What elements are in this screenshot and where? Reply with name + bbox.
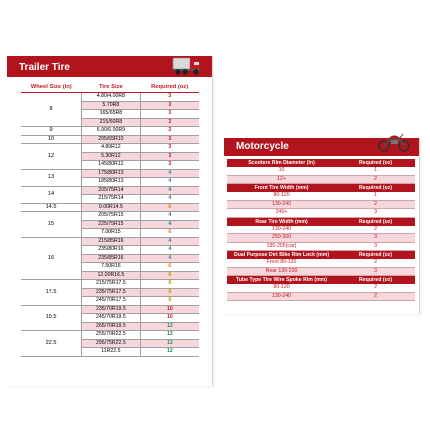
section-col2-header: Required (oz) bbox=[336, 217, 415, 226]
table-row bbox=[21, 93, 199, 102]
header-wheel-size: Wheel Size (in) bbox=[21, 83, 82, 93]
required-oz-cell: 12 bbox=[140, 331, 199, 340]
table-row bbox=[21, 280, 199, 289]
tire-size-cell: 215/75R17.5 bbox=[82, 280, 141, 289]
section-col1-header: Front Tire Width (mm) bbox=[227, 184, 336, 193]
tire-size-cell: 4.80/4.00R8 bbox=[82, 93, 141, 102]
size-cell: 130-240 bbox=[227, 292, 336, 301]
required-oz-cell: 12 bbox=[140, 322, 199, 331]
trailer-tire-panel bbox=[7, 56, 213, 386]
required-oz-cell: 3 bbox=[140, 118, 199, 127]
table-row bbox=[227, 167, 415, 175]
required-oz-cell: 2 bbox=[336, 226, 415, 234]
tire-size-cell: 6.90/6.00R9 bbox=[82, 127, 141, 136]
table-row bbox=[227, 192, 415, 200]
wheel-size-cell: 22.5 bbox=[21, 331, 82, 357]
trailer-tire-title: Trailer Tire bbox=[19, 62, 70, 73]
tire-size-cell: 4.80R12 bbox=[82, 144, 141, 153]
required-oz-cell: 3 bbox=[336, 234, 415, 243]
table-row bbox=[227, 175, 415, 184]
tire-size-cell: 265/70R19.5 bbox=[82, 322, 141, 331]
motorcycle-banner bbox=[224, 138, 419, 156]
required-oz-cell: 4 bbox=[140, 195, 199, 204]
tire-size-cell: 235/75R17.5 bbox=[82, 288, 141, 297]
section-col2-header: Required (oz) bbox=[336, 276, 415, 285]
motorcycle-table-body bbox=[227, 159, 415, 301]
table-row bbox=[21, 169, 199, 178]
tire-size-cell: 175/80R13 bbox=[82, 169, 141, 178]
tire-size-cell: 145/80R12 bbox=[82, 161, 141, 170]
size-cell: 10 bbox=[227, 167, 336, 175]
tire-size-cell: 165/65R8 bbox=[82, 110, 141, 119]
table-row bbox=[21, 331, 199, 340]
required-oz-cell: 3 bbox=[336, 209, 415, 218]
required-oz-cell: 4 bbox=[140, 246, 199, 255]
tire-size-cell: 255/70R22.5 bbox=[82, 331, 141, 340]
required-oz-cell: 3 bbox=[336, 267, 415, 276]
table-row bbox=[21, 127, 199, 136]
size-cell: 250-360 bbox=[227, 234, 336, 243]
tire-size-cell: 215/75R14 bbox=[82, 195, 141, 204]
tire-size-cell: 205/75R14 bbox=[82, 186, 141, 195]
required-oz-cell: 3 bbox=[140, 135, 199, 144]
wheel-size-cell: 14 bbox=[21, 186, 82, 203]
trailer-tire-table bbox=[21, 83, 199, 357]
required-oz-cell: 8 bbox=[140, 297, 199, 306]
motorcycle-icon bbox=[377, 130, 411, 152]
required-oz-cell: 4 bbox=[140, 237, 199, 246]
tire-size-cell: 5.30R12 bbox=[82, 152, 141, 161]
table-row bbox=[227, 259, 415, 267]
required-oz-cell: 12 bbox=[140, 339, 199, 348]
size-cell: Front 80-120 bbox=[227, 259, 336, 267]
tire-size-cell: 7.50R16 bbox=[82, 263, 141, 272]
section-header-row bbox=[227, 159, 415, 167]
required-oz-cell: 3 bbox=[140, 152, 199, 161]
header-required: Required (oz) bbox=[140, 83, 199, 93]
tire-size-cell: 295/75R22.5 bbox=[82, 339, 141, 348]
wheel-size-cell: 19.5 bbox=[21, 305, 82, 331]
required-oz-cell: 8 bbox=[140, 288, 199, 297]
required-oz-cell: 4 bbox=[140, 212, 199, 221]
wheel-size-cell: 15 bbox=[21, 212, 82, 238]
required-oz-cell: 10 bbox=[140, 314, 199, 323]
table-row bbox=[21, 186, 199, 195]
section-col2-header: Required (oz) bbox=[336, 251, 415, 260]
section-col1-header: Tube Type Tire Wire Spoke Rim (mm) bbox=[227, 276, 336, 285]
required-oz-cell: 3 bbox=[140, 101, 199, 110]
required-oz-cell: 4 bbox=[140, 169, 199, 178]
tire-size-cell: 205/75R15 bbox=[82, 212, 141, 221]
header-tire-size: Tire Size bbox=[82, 83, 141, 93]
required-oz-cell: 8 bbox=[140, 271, 199, 280]
section-col2-header: Required (oz) bbox=[336, 184, 415, 193]
required-oz-cell: 3 bbox=[140, 127, 199, 136]
tire-size-cell: 235/85R16 bbox=[82, 254, 141, 263]
tire-size-cell: 245/70R19.5 bbox=[82, 314, 141, 323]
required-oz-cell: 4 bbox=[140, 220, 199, 229]
size-cell: 12+ bbox=[227, 175, 336, 184]
size-cell: 80-120 bbox=[227, 284, 336, 292]
table-row bbox=[21, 203, 199, 212]
required-oz-cell: 2 bbox=[336, 284, 415, 292]
table-row bbox=[227, 226, 415, 234]
tire-size-cell: 185/80R13 bbox=[82, 178, 141, 187]
section-header-row bbox=[227, 217, 415, 226]
section-header-row bbox=[227, 276, 415, 285]
required-oz-cell: 3 bbox=[140, 161, 199, 170]
required-oz-cell: 1 bbox=[336, 167, 415, 175]
trailer-tire-banner bbox=[7, 56, 212, 77]
tire-size-cell: 12.00R16.5 bbox=[82, 271, 141, 280]
wheel-size-cell: 10 bbox=[21, 135, 82, 144]
required-oz-cell: 8 bbox=[140, 280, 199, 289]
wheel-size-cell: 9 bbox=[21, 127, 82, 136]
table-row bbox=[227, 242, 415, 251]
required-oz-cell: 10 bbox=[140, 305, 199, 314]
table-row bbox=[227, 292, 415, 301]
required-oz-cell: 4 bbox=[140, 254, 199, 263]
tire-size-cell: 215/85R16 bbox=[82, 237, 141, 246]
table-row bbox=[21, 237, 199, 246]
wheel-size-cell: 13 bbox=[21, 169, 82, 186]
section-col2-header: Required (oz) bbox=[336, 159, 415, 167]
tire-size-cell: 9.00R14.5 bbox=[82, 203, 141, 212]
wheel-size-cell: 12 bbox=[21, 144, 82, 170]
size-cell: 130-240 bbox=[227, 200, 336, 209]
table-row bbox=[227, 267, 415, 276]
motorcycle-table bbox=[227, 159, 415, 301]
size-cell: 240+ bbox=[227, 209, 336, 218]
required-oz-cell: 6 bbox=[140, 263, 199, 272]
tire-size-cell: 225/75R15 bbox=[82, 220, 141, 229]
wheel-size-cell: 8 bbox=[21, 93, 82, 127]
wheel-size-cell: 16 bbox=[21, 237, 82, 280]
tire-size-cell: 215/60R8 bbox=[82, 118, 141, 127]
section-col1-header: Scooters Rim Diameter (in) bbox=[227, 159, 336, 167]
table-row bbox=[21, 305, 199, 314]
size-cell: 80-120 bbox=[227, 192, 336, 200]
section-col1-header: Dual Purpose Dirt Bike Rim Lock (mm) bbox=[227, 251, 336, 260]
required-oz-cell: 4 bbox=[140, 186, 199, 195]
required-oz-cell: 3 bbox=[140, 93, 199, 102]
required-oz-cell: 2 bbox=[336, 175, 415, 184]
required-oz-cell: 12 bbox=[140, 348, 199, 357]
table-row bbox=[227, 209, 415, 218]
tire-size-cell: 235/80R16 bbox=[82, 246, 141, 255]
required-oz-cell: 4 bbox=[140, 178, 199, 187]
required-oz-cell: 3 bbox=[336, 242, 415, 251]
trailer-header-row bbox=[21, 83, 199, 93]
required-oz-cell: 1 bbox=[336, 192, 415, 200]
tire-size-cell: 235/70R19.5 bbox=[82, 305, 141, 314]
trailer-table-body bbox=[21, 93, 199, 357]
wheel-size-cell: 17.5 bbox=[21, 280, 82, 306]
required-oz-cell: 3 bbox=[140, 110, 199, 119]
table-row bbox=[21, 212, 199, 221]
table-row bbox=[227, 284, 415, 292]
tire-size-cell: 245/70R17.5 bbox=[82, 297, 141, 306]
required-oz-cell: 2 bbox=[336, 200, 415, 209]
size-cell: 130-240 bbox=[227, 226, 336, 234]
wheel-size-cell: 14.5 bbox=[21, 203, 82, 212]
required-oz-cell: 6 bbox=[140, 229, 199, 238]
size-cell: Rear 130-230 bbox=[227, 267, 336, 276]
tire-size-cell: 205/65R10 bbox=[82, 135, 141, 144]
required-oz-cell: 2 bbox=[336, 259, 415, 267]
section-header-row bbox=[227, 251, 415, 260]
tire-size-cell: 7.00R15 bbox=[82, 229, 141, 238]
required-oz-cell: 2 bbox=[336, 292, 415, 301]
section-header-row bbox=[227, 184, 415, 193]
table-row bbox=[21, 135, 199, 144]
motorcycle-title: Motorcycle bbox=[236, 141, 289, 152]
size-cell: 195-205(car) bbox=[227, 242, 336, 251]
tire-size-cell: 11R22.5 bbox=[82, 348, 141, 357]
table-row bbox=[227, 200, 415, 209]
truck-icon bbox=[172, 55, 204, 77]
section-col1-header: Rear Tire Width (mm) bbox=[227, 217, 336, 226]
tire-size-cell: 5.70R8 bbox=[82, 101, 141, 110]
required-oz-cell: 6 bbox=[140, 203, 199, 212]
table-row bbox=[227, 234, 415, 243]
required-oz-cell: 3 bbox=[140, 144, 199, 153]
table-row bbox=[21, 144, 199, 153]
motorcycle-panel bbox=[224, 138, 420, 314]
